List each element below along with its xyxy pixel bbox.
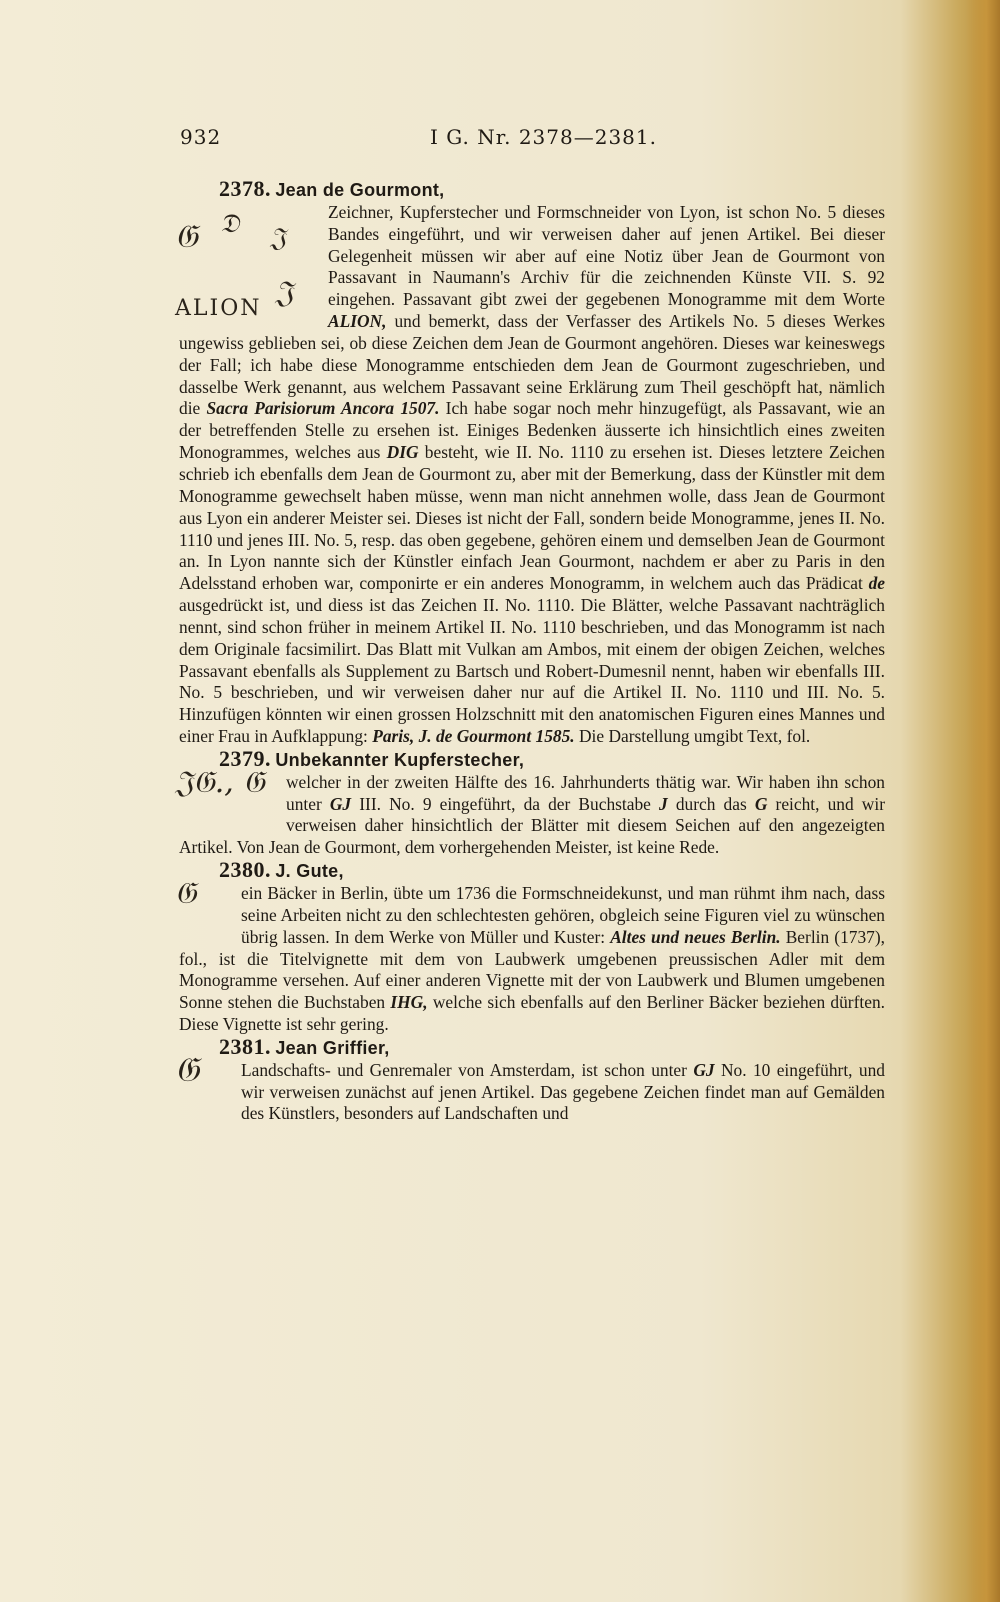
entry-name: Jean de Gourmont, — [275, 180, 445, 200]
entry-number: 2380. — [219, 857, 271, 883]
entry-2380 — [175, 857, 885, 1036]
entry-number: 2379. — [219, 745, 271, 771]
entry-paragraph: Landschafts- und Genremaler von Amsterdam, ist schon unter GJ No. 10 eingeführt, und wir verweisen zunächst auf jenen Artikel. Das gegebene Zeichen findet man auf Gemälden des Künstlers, besonders auf Landschaften und — [241, 1059, 885, 1124]
entry-name: Unbekannter Kupferstecher, — [275, 749, 525, 770]
entry-2379 — [175, 745, 885, 859]
running-title: I G. Nr. 2378—2381. — [430, 125, 657, 149]
entry-name: J. Gute, — [275, 861, 344, 882]
entry-paragraph: ein Bäcker in Berlin, übte um 1736 die Formschneidekunst, und man rühmt ihm nach, dass seine Arbeiten nicht zu den schlechtesten gehören, obgleich seine Figuren viel zu wünschen übrig lassen. In dem Werke von Müller und Kuster: Altes und neues Berlin. Berlin (1737), fol., ist die Titelvignette mit dem von Laubwerk umgebenen preussischen Adler mit dem Monogramme versehen. Auf einer anderen Vignette mit der von Laubwerk und Blumen umgebenen Sonne stehen die Buchstaben IHG, welche sich ebenfalls auf den Berliner Bäcker beziehen dürften. Diese Vignette ist sehr gering. — [179, 883, 885, 1035]
monogram-gourmont-icon: 𝔊 𝔇 𝔍 𝔍 ALION — [175, 208, 294, 321]
entry-2378 — [175, 176, 886, 748]
monogram-gute-icon: 𝔊 — [175, 876, 197, 911]
body-text — [175, 176, 886, 1130]
page-number: 932 — [180, 125, 222, 149]
entry-number: 2378. — [219, 176, 271, 201]
monogram-griffier-icon: 𝔊 — [175, 1049, 200, 1090]
running-header — [180, 125, 880, 155]
entry-number: 2381. — [219, 1033, 271, 1059]
entry-paragraph: Zeichner, Kupferstecher und Formschneider von Lyon, ist schon No. 5 dieses Bandes eingeführt, und wir verweisen daher auf jenen Artikel. Bei dieser Gelegenheit müssen wir aber auf eine Notiz über Jean de Gourmont von Passavant in Naumann's Archiv für die zeichnenden Künste VII. S. 92 eingehen. Passavant gibt zwei der gegebenen Monogramme mit dem Worte ALION, und bemerkt, dass der Verfasser des Artikels No. 5 dieses Werkes ungewiss geblieben sei, ob diese Zeichen dem Jean de Gourmont angehören. Dieses war keineswegs der Fall; ich habe diese Monogramme entschieden dem Jean de Gourmont zugeschrieben, und dasselbe Werk genannt, aus welchem Passavant seine Erklärung zum Theil geschöpft hat, nämlich die Sacra Parisiorum Ancora 1507. Ich habe sogar noch mehr hinzugefügt, als Passavant, wie an der betreffenden Stelle zu ersehen ist. Einiges Bedenken äusserte ich hinsichtlich eines zweiten Monogrammes, welches aus DIG besteht, wie II. No. 1110 zu ersehen ist. Dieses letztere Zeichen schrieb ich ebenfalls dem Jean de Gourmont zu, aber mit der Bemerkung, dass der Künstler mit dem Monogramme gewechselt haben müsse, wenn man nicht annehmen wolle, dass Jean de Gourmont aus Lyon ein anderer Meister sei. Dieses ist nicht der Fall, sondern beide Monogramme, jenes II. No. 1110 und jenes III. No. 5, resp. das oben gegebene, gehören einem und demselben Jean de Gourmont an. In Lyon nannte sich der Künstler einfach Jean Gourmont, nachdem er aber zu Paris in den Adelsstand erhoben war, componirte er ein anderes Monogramm, in welchem auch das Prädicat de ausgedrückt ist, und diess ist das Zeichen II. No. 1110. Die Blätter, welche Passavant nachträglich nennt, sind schon früher in meinem Artikel II. No. 1110 beschrieben, und das Monogramm ist nach dem Originale facsimilirt. Das Blatt mit Vulkan am Ambos, mit einem der obigen Zeichen, welches Passavant ebenfalls als Supplement zu Bartsch und Robert-Dumesnil nennt, haben wir ebenfalls III. No. 5 beschrieben, und wir verweisen daher nur auf die Artikel II. No. 1110 und III. No. 5. Hinzufügen könnten wir einen grossen Holzschnitt mit den anatomischen Figuren eines Mannes und einer Frau in Aufklappung: Paris, J. de Gourmont 1585. Die Darstellung umgibt Text, fol. — [179, 201, 886, 747]
entry-paragraph: welcher in der zweiten Hälfte des 16. Jahrhunderts thätig war. Wir haben ihn schon unter GJ III. No. 9 eingeführt, da der Buchstabe J durch das G reicht, und wir verweisen daher hinsichtlich der Blätter mit diesem Seichen auf den angezeigten Artikel. Von Jean de Gourmont, dem vorhergehenden Meister, ist keine Rede. — [179, 771, 885, 858]
entry-heading-line — [179, 178, 885, 202]
monogram-alion-label: ALION — [175, 295, 262, 321]
monogram-gj-icon: 𝔍𝔊., 𝔊 — [175, 764, 265, 800]
entry-name: Jean Griffier, — [275, 1037, 390, 1058]
page-edge — [966, 0, 1000, 1602]
entry-2381 — [175, 1033, 885, 1125]
